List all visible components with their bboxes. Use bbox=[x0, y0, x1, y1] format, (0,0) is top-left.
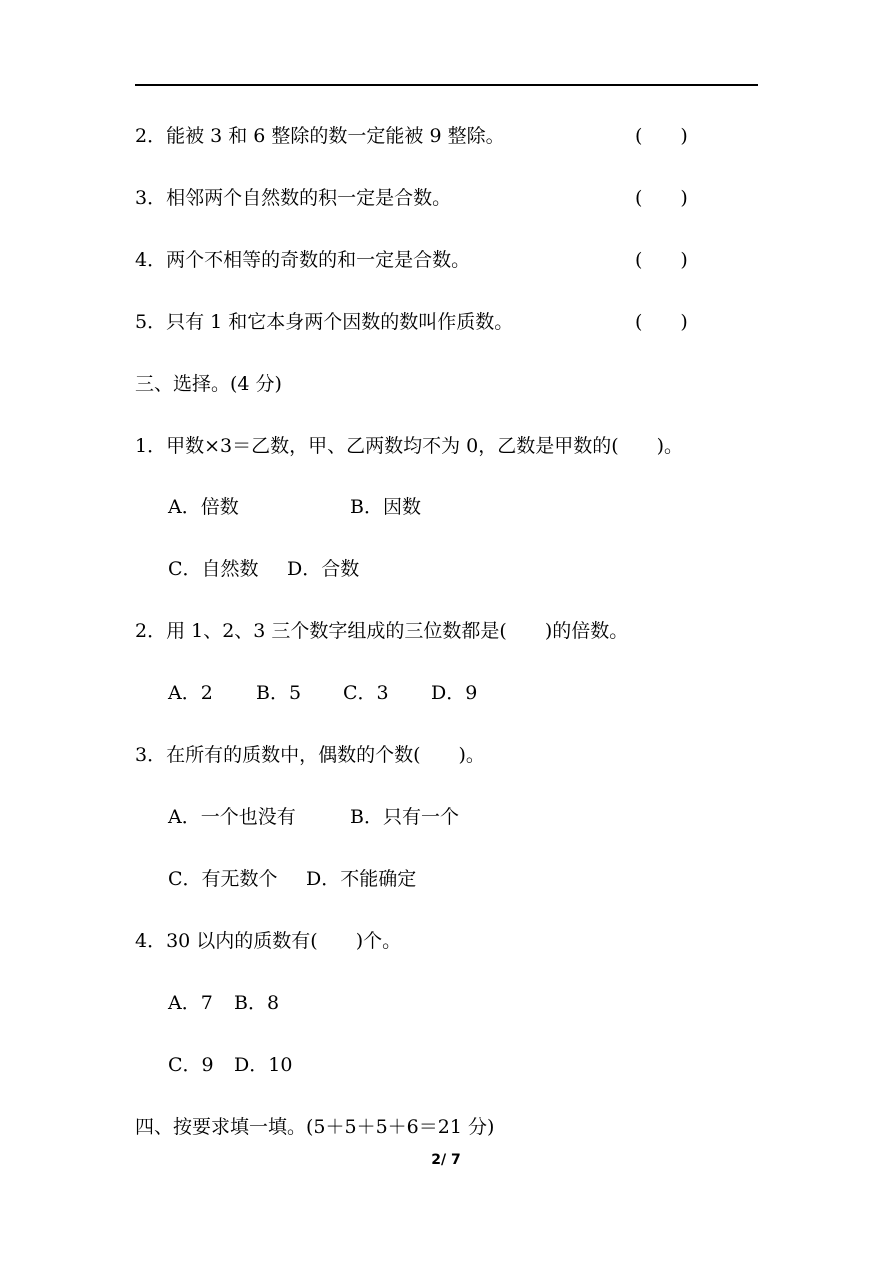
judge-item-5: 5．只有 1 和它本身两个因数的数叫作质数。 bbox=[135, 311, 514, 333]
choice-1-option-c[interactable]: C．自然数 bbox=[168, 558, 259, 580]
choice-3-option-d[interactable]: D．不能确定 bbox=[306, 868, 417, 890]
choice-1-option-d[interactable]: D．合数 bbox=[287, 558, 360, 580]
answer-paren-4[interactable]: ( ) bbox=[635, 249, 688, 271]
choice-1-option-a[interactable]: A．倍数 bbox=[168, 496, 239, 518]
choice-4-option-c[interactable]: C．9 bbox=[168, 1054, 214, 1076]
answer-paren-2[interactable]: ( ) bbox=[635, 125, 688, 147]
choice-4-option-b[interactable]: B．8 bbox=[234, 992, 280, 1014]
choice-question-3: 3．在所有的质数中，偶数的个数( )。 bbox=[135, 744, 485, 766]
choice-4-option-d[interactable]: D．10 bbox=[234, 1054, 293, 1076]
header-rule bbox=[135, 84, 758, 86]
choice-3-option-b[interactable]: B．只有一个 bbox=[350, 806, 459, 828]
answer-paren-5[interactable]: ( ) bbox=[635, 311, 688, 333]
answer-paren-3[interactable]: ( ) bbox=[635, 187, 688, 209]
choice-3-option-c[interactable]: C．有无数个 bbox=[168, 868, 278, 890]
choice-2-option-b[interactable]: B．5 bbox=[256, 682, 302, 704]
choice-question-2: 2．用 1、2、3 三个数字组成的三位数都是( )的倍数。 bbox=[135, 620, 629, 642]
page-number: 2/ 7 bbox=[431, 1152, 461, 1168]
judge-item-2: 2．能被 3 和 6 整除的数一定能被 9 整除。 bbox=[135, 125, 505, 147]
choice-2-option-d[interactable]: D．9 bbox=[431, 682, 478, 704]
choice-4-option-a[interactable]: A．7 bbox=[168, 992, 213, 1014]
choice-question-4: 4．30 以内的质数有( )个。 bbox=[135, 930, 402, 952]
choice-2-option-a[interactable]: A．2 bbox=[168, 682, 213, 704]
section-three-title: 三、选择。(4 分) bbox=[135, 373, 282, 395]
choice-question-1: 1．甲数×3＝乙数，甲、乙两数均不为 0，乙数是甲数的( )。 bbox=[135, 435, 684, 457]
choice-2-option-c[interactable]: C．3 bbox=[343, 682, 389, 704]
section-four-title: 四、按要求填一填。(5＋5＋5＋6＝21 分) bbox=[135, 1116, 495, 1138]
judge-item-3: 3．相邻两个自然数的积一定是合数。 bbox=[135, 187, 452, 209]
choice-1-option-b[interactable]: B．因数 bbox=[350, 496, 421, 518]
judge-item-4: 4．两个不相等的奇数的和一定是合数。 bbox=[135, 249, 471, 271]
choice-3-option-a[interactable]: A．一个也没有 bbox=[168, 806, 296, 828]
